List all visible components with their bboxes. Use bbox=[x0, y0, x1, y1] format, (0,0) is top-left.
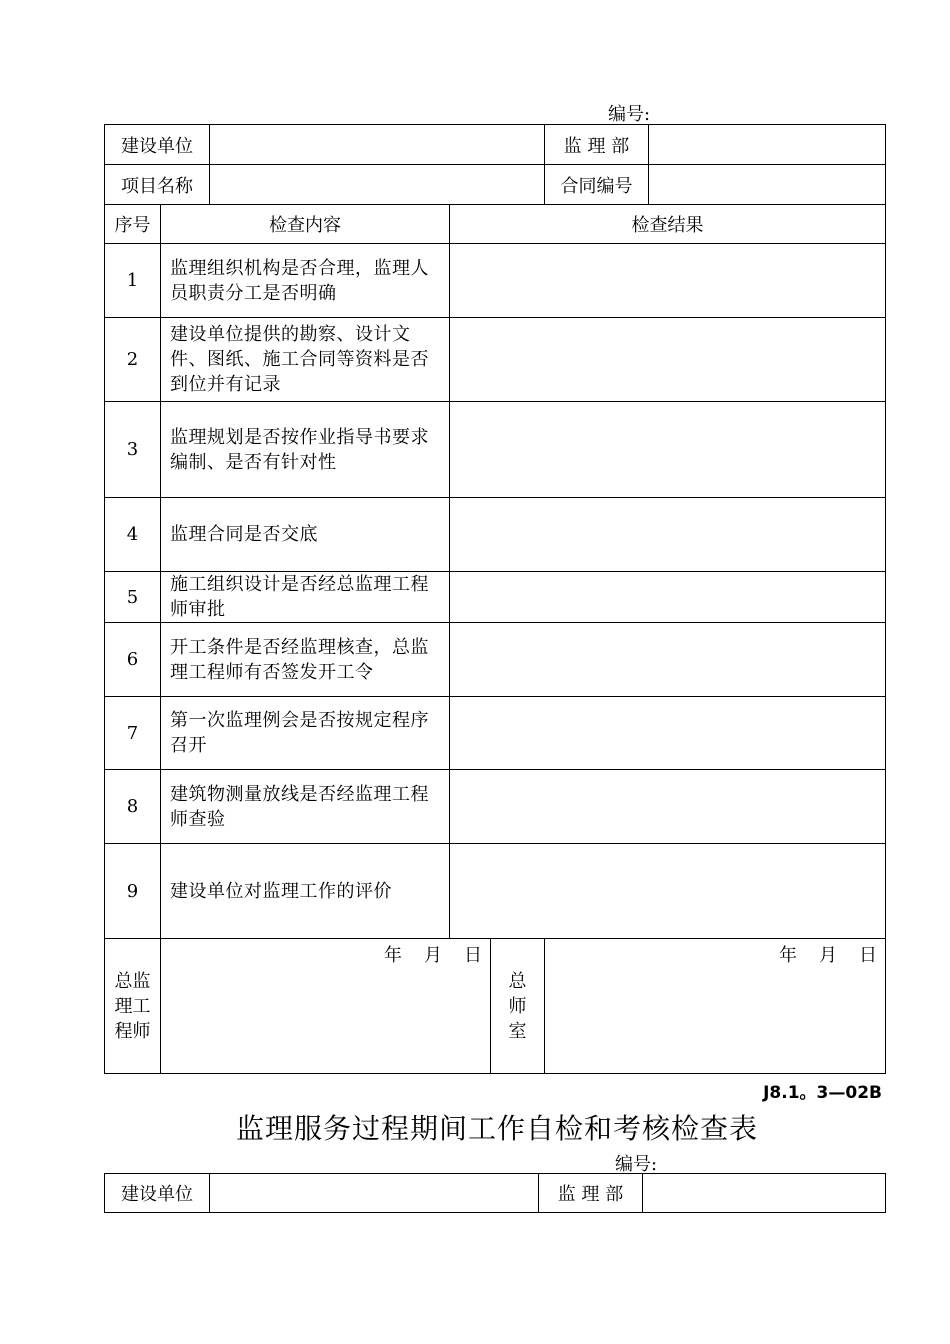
item-number: 2 bbox=[105, 318, 161, 402]
construction-unit-label: 建设单位 bbox=[105, 1174, 210, 1213]
inspection-form-2-header-table bbox=[104, 1173, 886, 1213]
serial-number-label: 编号: bbox=[615, 1154, 658, 1175]
check-result-field[interactable] bbox=[450, 572, 886, 623]
chief-office-signature-field[interactable] bbox=[545, 939, 886, 1074]
item-number: 5 bbox=[105, 572, 161, 623]
construction-unit-field[interactable] bbox=[210, 1174, 539, 1213]
check-result-field[interactable] bbox=[450, 844, 886, 939]
project-name-label: 项目名称 bbox=[105, 165, 210, 205]
check-item-text: 建设单位提供的勘察、设计文件、图纸、施工合同等资料是否到位并有记录 bbox=[161, 318, 450, 402]
check-result-field[interactable] bbox=[450, 498, 886, 572]
check-item-text: 第一次监理例会是否按规定程序召开 bbox=[161, 697, 450, 770]
check-result-field[interactable] bbox=[450, 244, 886, 318]
table-row bbox=[105, 844, 886, 939]
check-result-field[interactable] bbox=[450, 770, 886, 844]
item-number: 7 bbox=[105, 697, 161, 770]
table-row bbox=[105, 402, 886, 498]
form-number: J8.1。3—02B bbox=[763, 1083, 882, 1103]
check-item-text: 建筑物测量放线是否经监理工程师查验 bbox=[161, 770, 450, 844]
project-name-field[interactable] bbox=[210, 165, 545, 205]
supervision-dept-label: 监 理 部 bbox=[545, 125, 649, 165]
check-result-field[interactable] bbox=[450, 697, 886, 770]
supervision-dept-field[interactable] bbox=[643, 1174, 886, 1213]
table-row bbox=[105, 697, 886, 770]
chief-office-label: 总 师 室 bbox=[491, 939, 545, 1074]
item-number: 9 bbox=[105, 844, 161, 939]
check-result-field[interactable] bbox=[450, 318, 886, 402]
table-row bbox=[105, 770, 886, 844]
item-number: 1 bbox=[105, 244, 161, 318]
serial-number-label: 编号: bbox=[608, 104, 651, 125]
check-item-text: 监理组织机构是否合理，监理人员职责分工是否明确 bbox=[161, 244, 450, 318]
chief-engineer-signature-field[interactable] bbox=[161, 939, 491, 1074]
item-number: 4 bbox=[105, 498, 161, 572]
check-item-text: 监理合同是否交底 bbox=[161, 498, 450, 572]
item-number: 6 bbox=[105, 623, 161, 697]
table-row bbox=[105, 623, 886, 697]
column-header-no: 序号 bbox=[105, 205, 161, 244]
contract-number-field[interactable] bbox=[649, 165, 886, 205]
check-item-text: 建设单位对监理工作的评价 bbox=[161, 844, 450, 939]
column-header-content: 检查内容 bbox=[161, 205, 450, 244]
chief-engineer-label: 总监 理工 程师 bbox=[105, 939, 161, 1074]
table-row bbox=[105, 498, 886, 572]
contract-number-label: 合同编号 bbox=[545, 165, 649, 205]
column-header-result: 检查结果 bbox=[450, 205, 886, 244]
item-number: 3 bbox=[105, 402, 161, 498]
chief-engineer-date: 年 月 日 bbox=[384, 945, 482, 966]
table-row bbox=[105, 572, 886, 623]
check-result-field[interactable] bbox=[450, 402, 886, 498]
supervision-dept-label: 监 理 部 bbox=[539, 1174, 643, 1213]
check-item-text: 开工条件是否经监理核查，总监理工程师有否签发开工令 bbox=[161, 623, 450, 697]
inspection-form-table bbox=[104, 124, 886, 1074]
check-item-text: 施工组织设计是否经总监理工程师审批 bbox=[161, 572, 450, 623]
page-title: 监理服务过程期间工作自检和考核检查表 bbox=[235, 1112, 758, 1145]
supervision-dept-field[interactable] bbox=[649, 125, 886, 165]
construction-unit-label: 建设单位 bbox=[105, 125, 210, 165]
construction-unit-field[interactable] bbox=[210, 125, 545, 165]
chief-office-date: 年 月 日 bbox=[779, 945, 878, 966]
item-number: 8 bbox=[105, 770, 161, 844]
table-row bbox=[105, 318, 886, 402]
table-row bbox=[105, 244, 886, 318]
check-item-text: 监理规划是否按作业指导书要求编制、是否有针对性 bbox=[161, 402, 450, 498]
check-result-field[interactable] bbox=[450, 623, 886, 697]
